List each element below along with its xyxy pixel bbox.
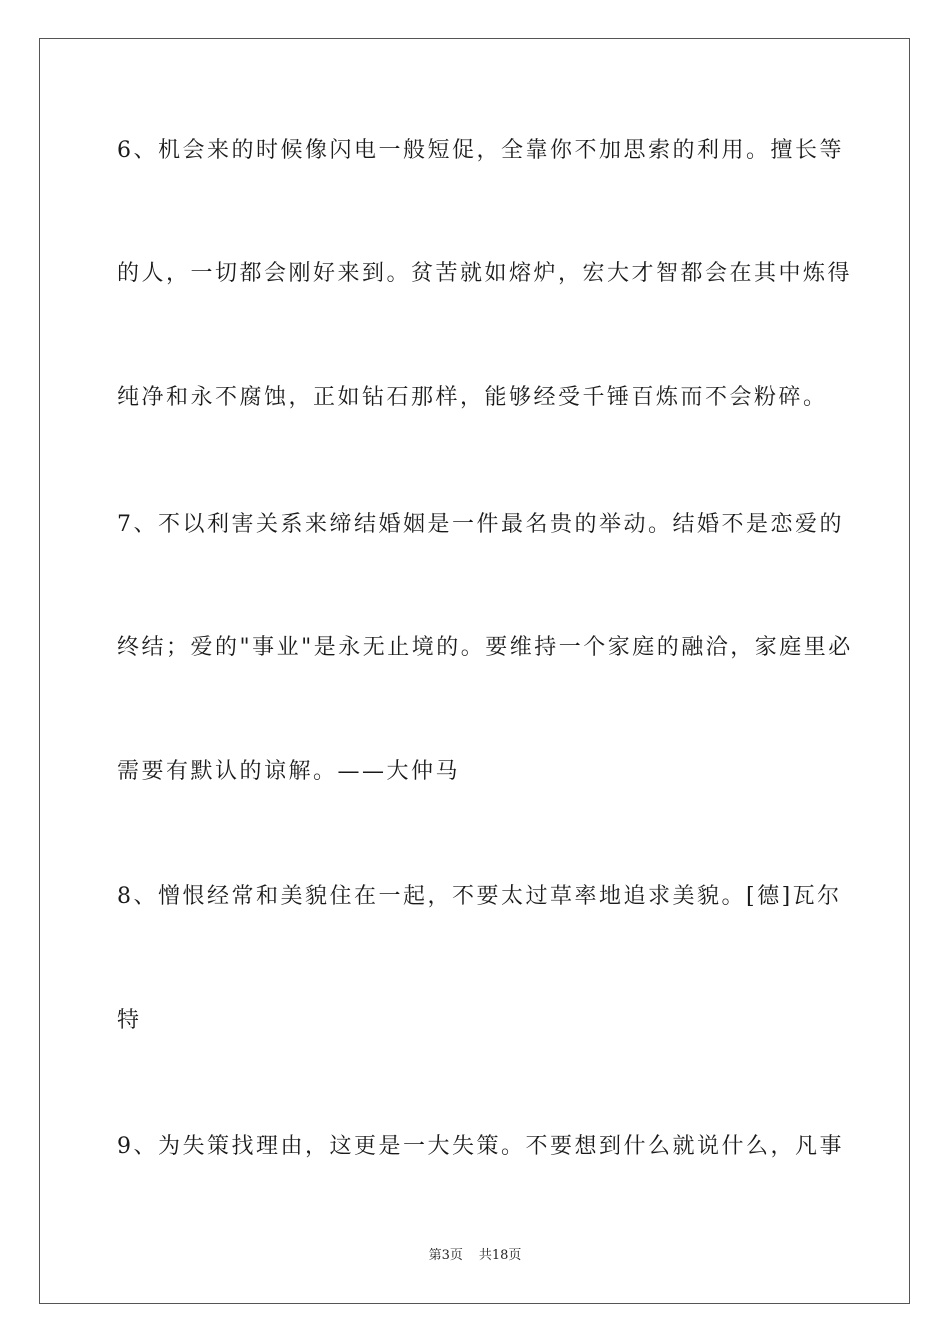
text-line: 7、不以利害关系来缔结婚姻是一件最名贵的举动。结婚不是恋爱的 <box>117 512 844 537</box>
text-line: 终结；爱的"事业"是永无止境的。要维持一个家庭的融洽，家庭里必 <box>117 635 853 660</box>
text-line: 纯净和永不腐蚀，正如钻石那样，能够经受千锤百炼而不会粉碎。 <box>117 385 828 410</box>
text-line: 9、为失策找理由，这更是一大失策。不要想到什么就说什么，凡事 <box>117 1134 844 1159</box>
text-line: 6、机会来的时候像闪电一般短促，全靠你不加思索的利用。擅长等 <box>117 138 844 163</box>
text-line: 需要有默认的谅解。——大仲马 <box>117 759 461 784</box>
text-line: 的人，一切都会刚好来到。贫苦就如熔炉，宏大才智都会在其中炼得 <box>117 261 853 286</box>
page-number: 第3页 <box>428 1248 463 1263</box>
page-total: 共18页 <box>478 1248 522 1263</box>
text-line: 8、憎恨经常和美貌住在一起，不要太过草率地追求美貌。[德]瓦尔 <box>117 884 842 909</box>
page-border <box>39 38 910 1304</box>
text-line: 特 <box>117 1008 142 1033</box>
page-footer <box>0 1246 950 1266</box>
